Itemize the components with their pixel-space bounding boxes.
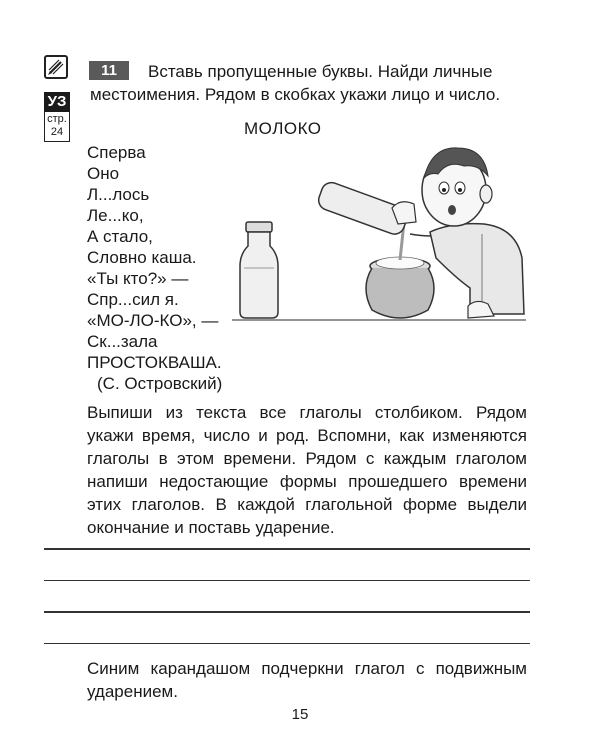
textbook-reference	[44, 92, 70, 142]
task-instruction: Вставь пропущенные буквы. Найди личные местоимения. Рядом в скобках укажи лицо и число.	[90, 62, 501, 104]
reference-page	[44, 112, 70, 142]
page-number: 15	[291, 706, 309, 723]
answer-line[interactable]	[44, 643, 530, 645]
answer-lines	[44, 548, 530, 674]
reference-page-label: стр.	[47, 113, 67, 125]
poem-title: МОЛОКО	[244, 119, 322, 138]
answer-line[interactable]	[44, 548, 530, 550]
poem-line: А стало,	[87, 227, 153, 246]
poem-line: Ле...ко,	[87, 206, 144, 225]
pencil-icon	[44, 55, 68, 79]
answer-line[interactable]	[44, 580, 530, 582]
poem-line: Л...лось	[87, 185, 150, 204]
final-instruction: Синим карандашом подчеркни глагол с подвижным ударением.	[87, 659, 527, 701]
poem	[87, 142, 222, 394]
answer-line[interactable]	[44, 611, 530, 613]
poem-line: Ск...зала	[87, 332, 158, 351]
boy-pouring-milk-illustration	[232, 138, 528, 370]
poem-line: Словно каша.	[87, 248, 197, 267]
textbook-badge: УЗ	[44, 92, 70, 112]
poem-line: Спр...сил я.	[87, 290, 179, 309]
poem-line: «Ты кто?» —	[87, 269, 189, 288]
poem-line: «МО-ЛО-КО», —	[87, 311, 219, 330]
poem-line: ПРОСТОКВАША.	[87, 353, 222, 372]
reference-page-number: 24	[50, 126, 64, 138]
task-number: 11	[89, 61, 129, 80]
poem-line: Оно	[87, 164, 120, 183]
poem-author: (С. Островский)	[97, 374, 223, 393]
exercise-text: Выпиши из текста все глаголы столбиком. Рядом укажи время, число и род. Вспомни, как изменяются глаголы в этом времени. Рядом с каждым глаголом напиши недостающие формы прошедшего времени этих глаголов. В каждой глагольной форме выдели окончание и поставь ударение.	[87, 403, 527, 537]
poem-line: Сперва	[87, 143, 146, 162]
